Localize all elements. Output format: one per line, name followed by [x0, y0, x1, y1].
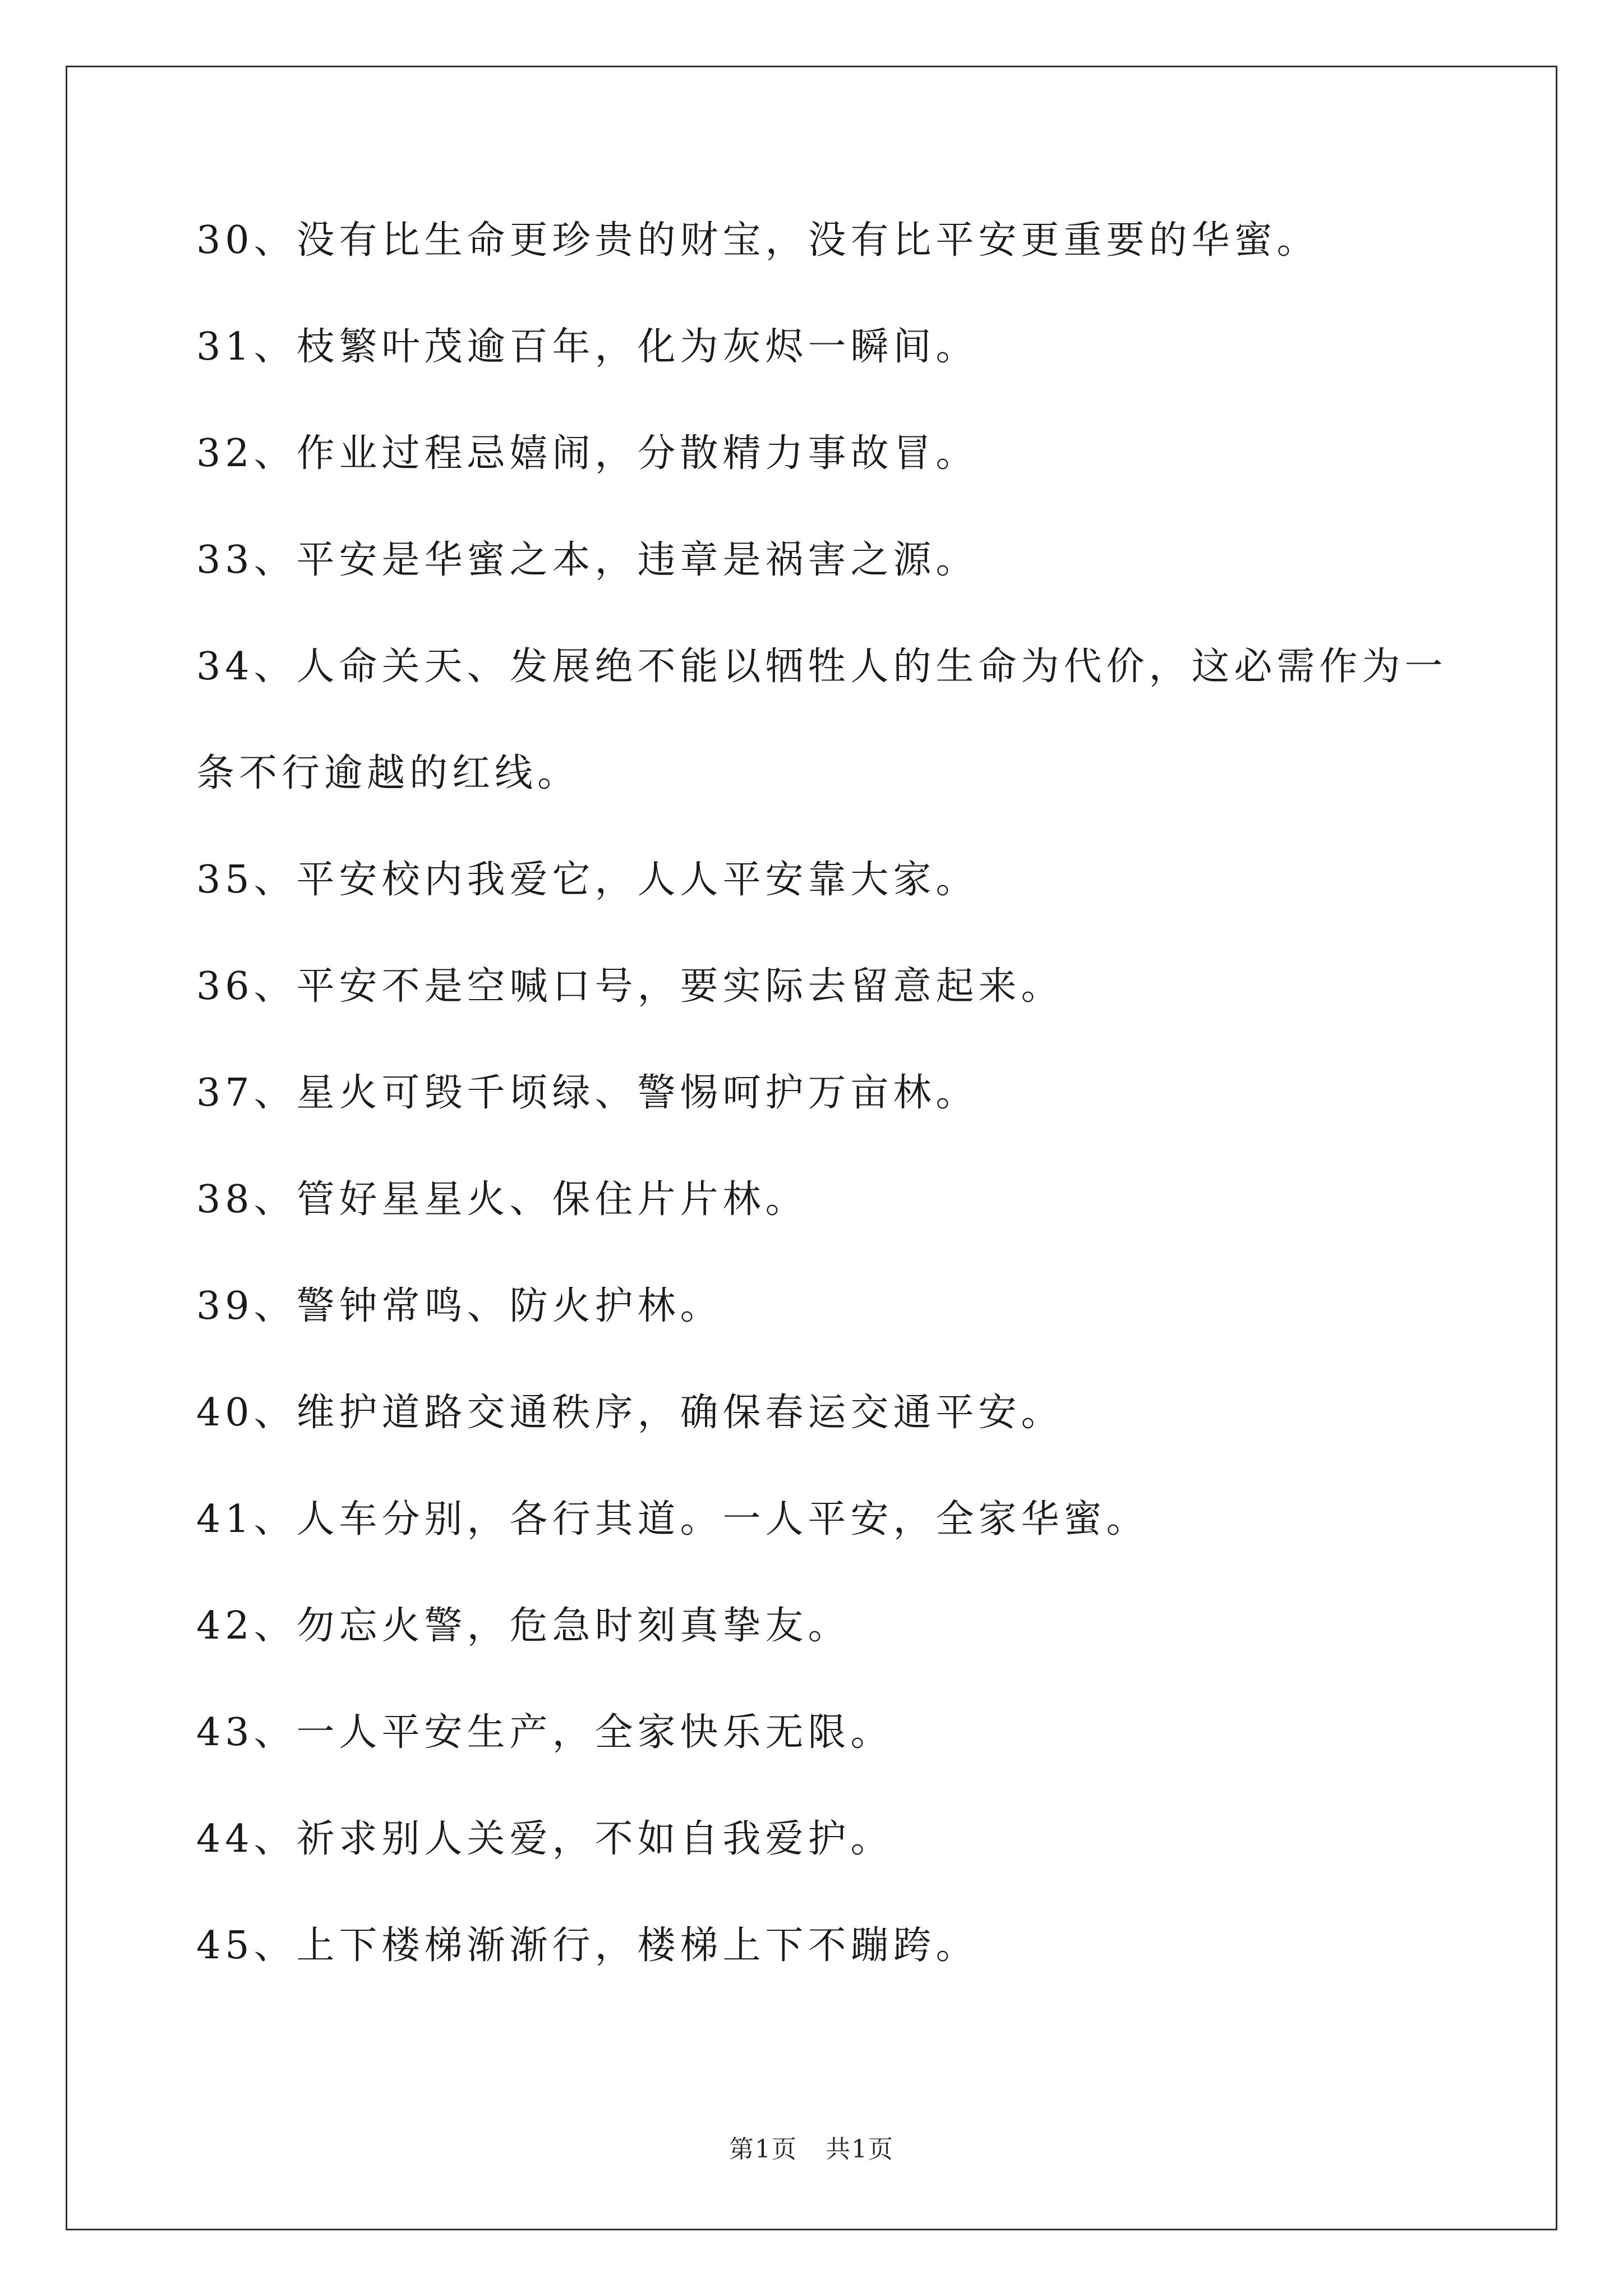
list-item: 45、上下楼梯渐渐行，楼梯上下不蹦跨。: [196, 1924, 979, 1968]
page-number: 第1页: [729, 2135, 797, 2164]
document-body: [196, 213, 1458, 2025]
list-item: 43、一人平安生产，全家快乐无限。: [196, 1710, 893, 1755]
page-total: 共1页: [826, 2135, 894, 2164]
list-item: 32、作业过程忌嬉闹，分散精力事故冒。: [196, 431, 979, 476]
list-item: 37、星火可毁千顷绿、警惕呵护万亩林。: [196, 1071, 979, 1115]
list-item: 38、管好星星火、保住片片林。: [196, 1177, 808, 1222]
list-item: 40、维护道路交通秩序，确保春运交通平安。: [196, 1391, 1064, 1435]
page-footer: [0, 2129, 1623, 2165]
list-item: 44、祈求别人关爱，不如自我爱护。: [196, 1817, 893, 1861]
list-item: 42、勿忘火警，危急时刻真挚友。: [196, 1604, 851, 1648]
list-item: 35、平安校内我爱它，人人平安靠大家。: [196, 858, 979, 902]
list-item: 41、人车分别，各行其道。一人平安，全家华蜜。: [196, 1497, 1149, 1542]
list-item: 39、警钟常鸣、防火护林。: [196, 1284, 723, 1328]
list-item: 31、枝繁叶茂逾百年，化为灰烬一瞬间。: [196, 325, 979, 369]
list-item: 30、没有比生命更珍贵的财宝，没有比平安更重要的华蜜。: [196, 218, 1320, 263]
list-item: 33、平安是华蜜之本，违章是祸害之源。: [196, 538, 979, 582]
list-item: 36、平安不是空喊口号，要实际去留意起来。: [196, 964, 1064, 1009]
list-item: 34、人命关天、发展绝不能以牺牲人的生命为代价，这必需作为一条不行逾越的红线。: [196, 645, 1447, 795]
